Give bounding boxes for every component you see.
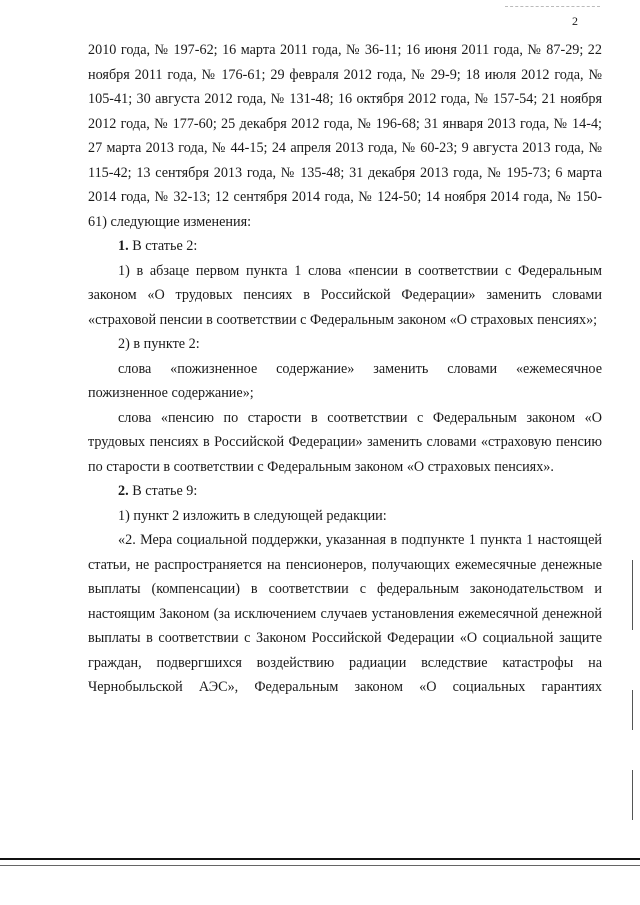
paragraph-s1-item1: 1) в абзаце первом пункта 1 слова «пенсии в соответствии с Федеральным законом «О трудовых пенсиях в Российской Федерации» заменить словами «страховой пенсии в соответствии с Федеральным законом «О страховых пенсиях»; <box>88 262 602 328</box>
section-2-number: 2. <box>118 483 129 499</box>
margin-scan-mark <box>632 560 633 630</box>
scan-edge-mark <box>505 6 600 8</box>
section-1-number: 1. <box>118 238 129 254</box>
margin-scan-mark <box>632 690 633 730</box>
paragraph-s2-item1: 1) пункт 2 изложить в следующей редакции: <box>118 507 387 524</box>
margin-scan-mark <box>632 770 633 820</box>
section-2-title: В статье 9: <box>128 483 198 499</box>
page-number: 2 <box>572 14 578 28</box>
section-1-heading <box>88 234 602 259</box>
section-1-title: В статье 2: <box>128 238 198 254</box>
bottom-scan-edge <box>0 858 640 860</box>
bottom-scan-edge-secondary <box>0 865 640 866</box>
paragraph-s1-item2: 2) в пункте 2: <box>118 336 200 352</box>
paragraph-s2-quote: «2. Мера социальной поддержки, указанная в подпункте 1 пункта 1 настоящей статьи, не распространяется на пенсионеров, получающих ежемесячные денежные выплаты (компенсации) в соответствии с федеральным законодательством и настоящим Законом (за исключением случаев установления ежемесячной денежной выплаты в соответствии с Законом Российской Федерации «О социальной защите граждан, подвергшихся воздействию радиации вследствие катастрофы на Чернобыльской АЭС», Федеральным законом «О социальных гарантиях <box>88 532 602 695</box>
document-body <box>88 38 602 700</box>
paragraph-intro: 2010 года, № 197-62; 16 марта 2011 года, № 36-11; 16 июня 2011 года, № 87-29; 22 ноября 2011 года, № 176-61; 29 февраля 2012 года, № 29-9; 18 июля 2012 года, № 105-41; 30 августа 2012 года, № 131-48; 16 октября 2012 года, № 157-54; 21 ноября 2012 года, № 177-60; 25 декабря 2012 года, № 196-68; 31 января 2013 года, № 14-4; 27 марта 2013 года, № 44-15; 24 апреля 2013 года, № 60-23; 9 августа 2013 года, № 115-42; 13 сентября 2013 года, № 135-48; 31 декабря 2013 года, № 195-73; 6 марта 2014 года, № 32-13; 12 сентября 2014 года, № 124-50; 14 ноября 2014 года, № 150-61) следующие изменения: <box>88 42 602 230</box>
paragraph-s1-item2a: слова «пожизненное содержание» заменить словами «ежемесячное пожизненное содержание»; <box>88 360 602 401</box>
paragraph-s1-item2b: слова «пенсию по старости в соответствии с Федеральным законом «О трудовых пенсиях в Российской Федерации» заменить словами «страховую пенсию по старости в соответствии с Федеральным законом «О страховых пенсиях». <box>88 409 602 475</box>
section-2-heading <box>88 479 602 504</box>
